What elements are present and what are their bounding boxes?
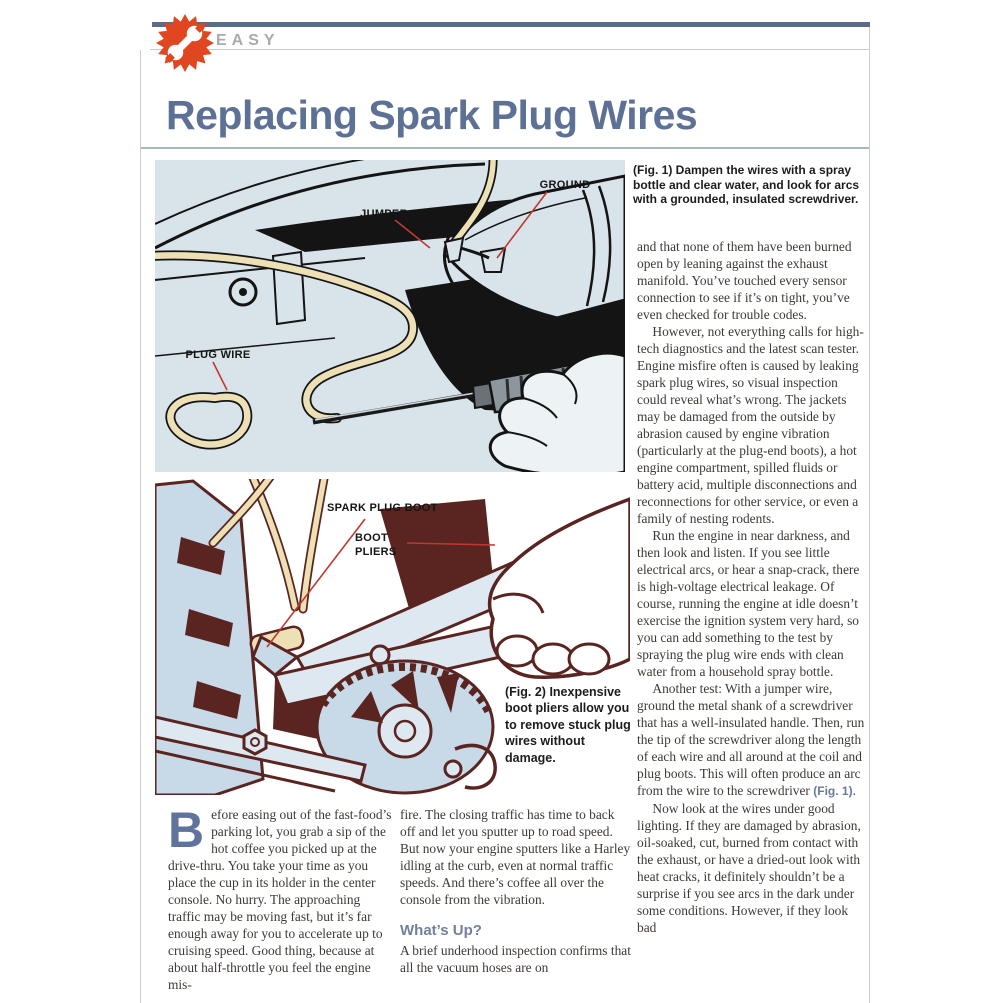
figure2-caption: (Fig. 2) Inexpensive boot pliers allow you to remove stuck plug wires without damage.	[505, 685, 631, 765]
body-paragraph: and that none of them have been burned open by leaning against the exhaust manifold. You’ve touched every sensor connection to see if it’s on tight, you’ve even checked for trouble codes.	[637, 239, 852, 322]
paragraph-text: .	[852, 783, 856, 798]
label-jumper: JUMPER	[360, 208, 408, 220]
main-text-column	[637, 238, 870, 1003]
body-paragraph	[637, 680, 870, 800]
figure1-illustration	[155, 160, 625, 472]
drop-cap: B	[168, 806, 205, 858]
intro-paragraph: fire. The closing traffic has time to back off and let you sputter up to road speed. But now your engine sputters like a Harley idling at the curb, even at normal traffic speeds. And there’s coffee all over the console from the vibration.	[400, 807, 631, 907]
difficulty-label: EASY	[216, 32, 280, 49]
label-plug-wire: PLUG WIRE	[185, 349, 251, 361]
figure1-caption: (Fig. 1) Dampen the wires with a spray bottle and clear water, and look for arcs with a grounded, insulated screwdriver.	[633, 163, 860, 207]
body-paragraph: Now look at the wires under good lighting. If they are damaged by abrasion, oil-soaked, cut, burned from contact with the exhaust, or have a dried-out look with heat cracks, it definitely shouldn’t be a surprise if you see arcs in the dark under some conditions. However, if they look bad	[637, 801, 861, 935]
paragraph-text: Another test: With a jumper wire, ground the metal shank of a screwdriver that has a well-insulated handle. Then, run the tip of the screwdriver along the length of each wire and all around at the coil and plug boots. This will often produce an arc from the wire to the screwdriver	[637, 681, 865, 798]
figure1-reference: (Fig. 1)	[813, 784, 853, 798]
gear-wrench-icon	[156, 14, 214, 72]
label-spark-plug-boot: SPARK PLUG BOOT	[327, 502, 438, 514]
page-title: Replacing Spark Plug Wires	[166, 92, 698, 138]
paragraph-text: efore easing out of the fast-food’s parking lot, you grab a sip of the hot coffee you picked up at the drive-thru. You take your time as you place the cup in its holder in the center console. No hurry. The approaching traffic may be moving fast, but it’s far enough away for you to accelerate up to cruising speed. Good thing, because at about half-throttle you feel the engine mis-	[168, 807, 392, 992]
body-paragraph: Run the engine in near darkness, and then look and listen. If you see little electrical arcs, or hear a snap-crack, there is high-voltage electrical leakage. Of course, running the engine at idle doesn’t exercise the ignition system very hard, so you can add something to the test by spraying the plug wire ends with clean water from a household spray bottle.	[637, 528, 860, 679]
intro-paragraph: A brief underhood inspection confirms that all the vacuum hoses are on	[400, 943, 631, 975]
intro-paragraph	[168, 806, 394, 993]
title-rule	[141, 147, 869, 149]
label-ground: GROUND	[539, 179, 591, 191]
intro-column-2	[400, 806, 632, 1003]
whats-up-subhead: What’s Up?	[400, 922, 482, 939]
body-paragraph: However, not everything calls for high-tech diagnostics and the latest scan tester. Engine misfire often is caused by leaking spark plug wires, so visual inspection could reveal what’s wrong. The jackets may be damaged from the outside by abrasion caused by engine vibration (particularly at the plug-end boots), a hot engine compartment, spilled fluids or battery acid, multiple disconnections and reconnections for other service, or even a family of nesting rodents.	[637, 324, 864, 526]
header-bar	[152, 22, 870, 27]
left-margin-rule	[140, 50, 141, 1003]
label-boot-pliers: BOOT PLIERS	[355, 532, 397, 558]
intro-column-1	[168, 806, 394, 1003]
